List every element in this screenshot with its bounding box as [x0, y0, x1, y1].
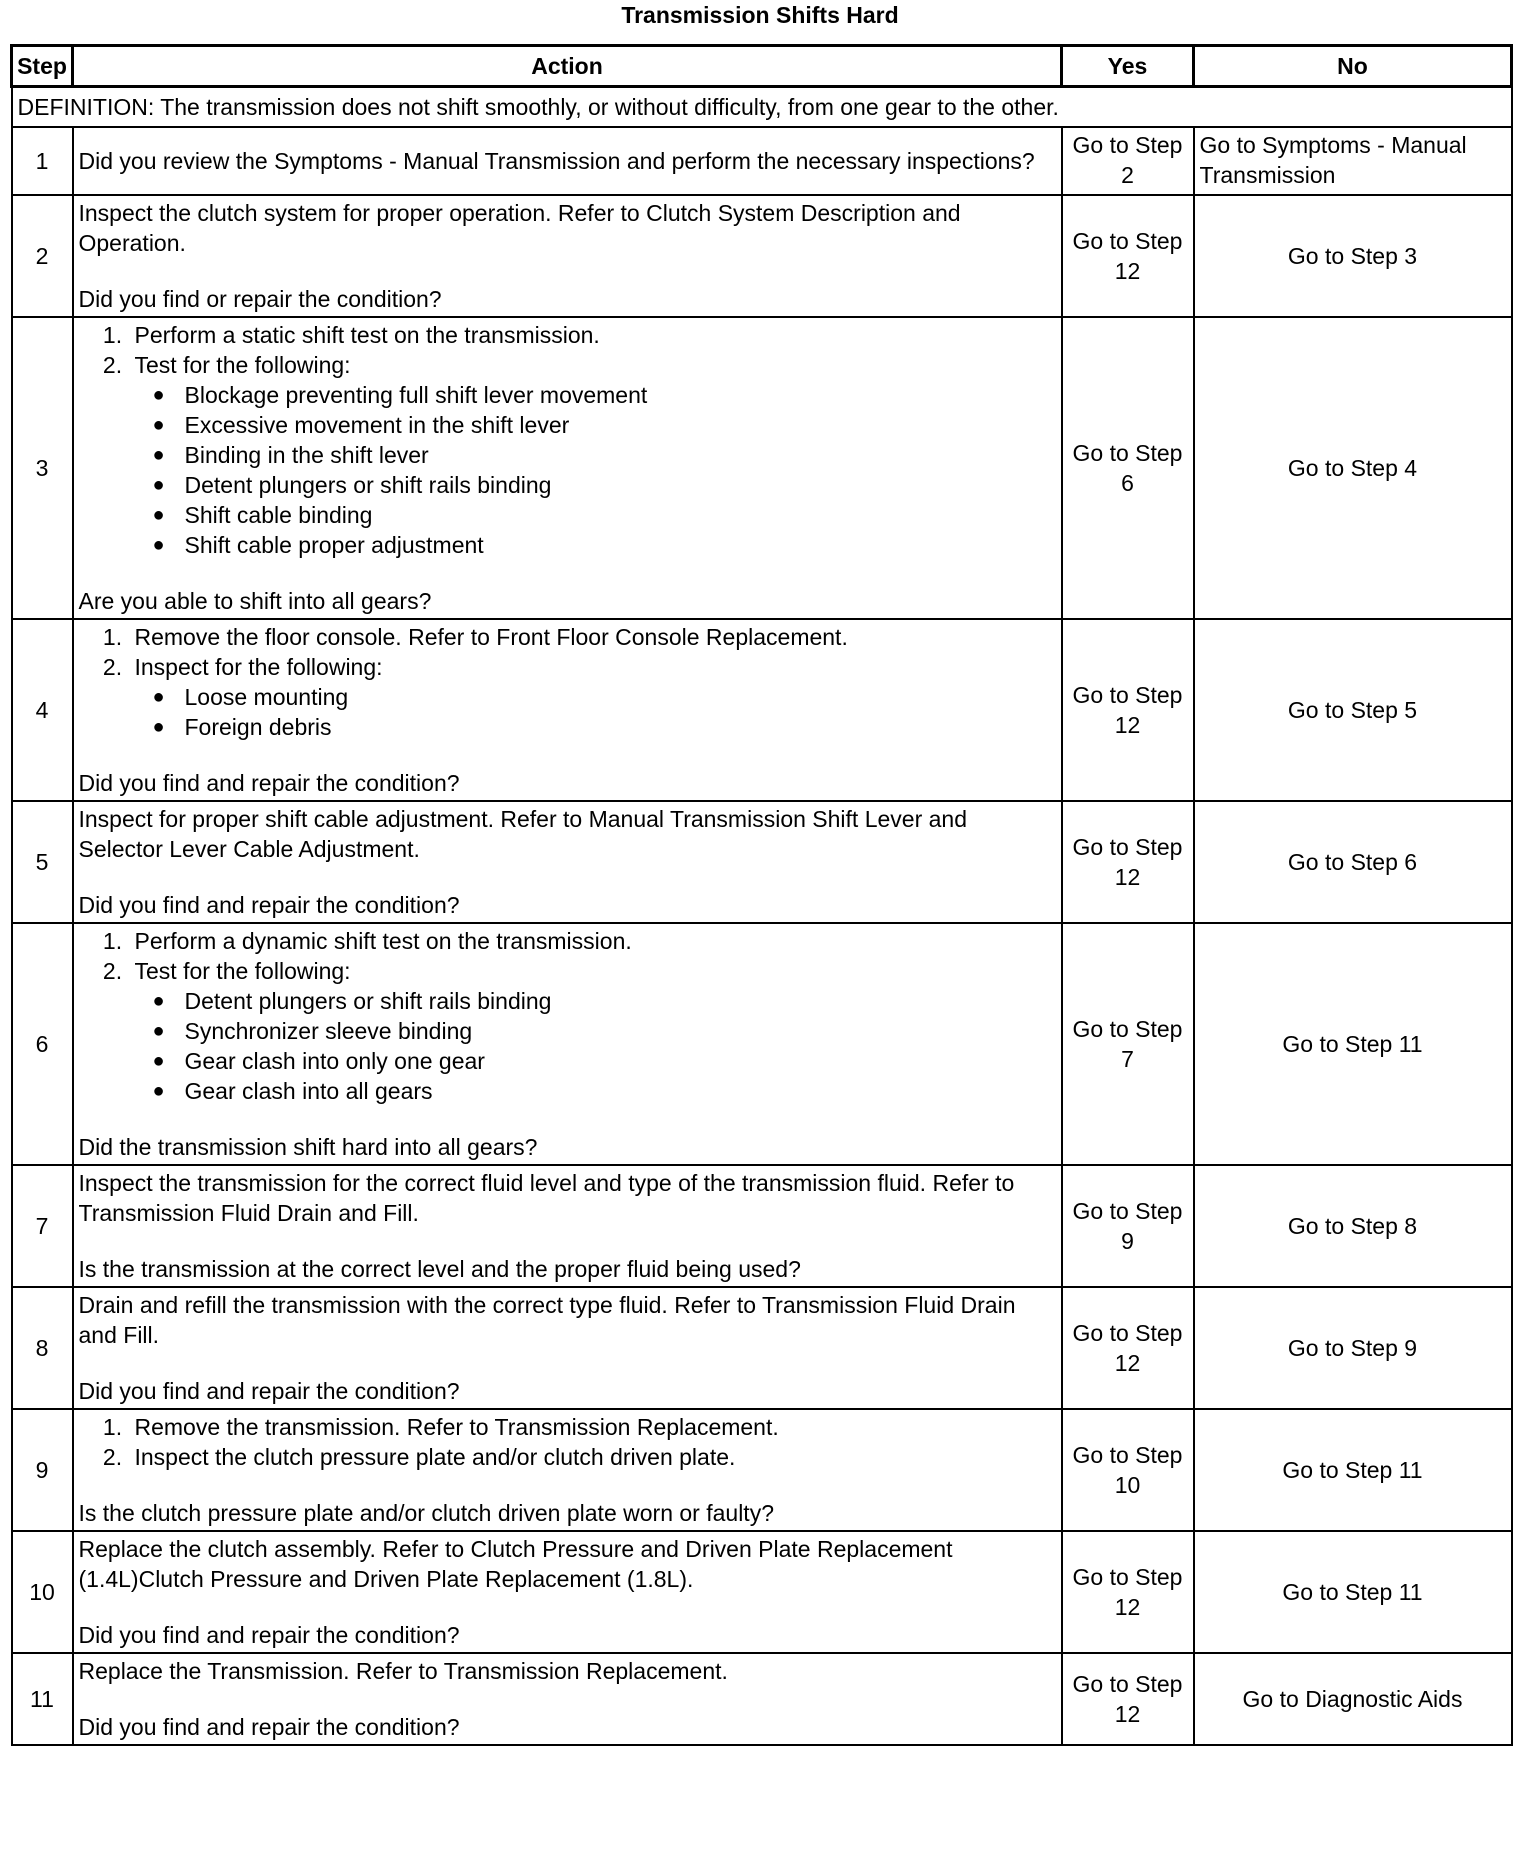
action-cell — [73, 619, 1062, 801]
check-list-item: ● Shift cable binding — [185, 500, 1056, 530]
action-cell — [73, 317, 1062, 619]
no-result: Go to Step 8 — [1194, 1165, 1512, 1287]
action-step-item — [129, 652, 1056, 742]
action-step-text: Remove the floor console. Refer to Front Floor Console Replacement. — [134, 624, 848, 650]
page-title: Transmission Shifts Hard — [621, 2, 899, 28]
yes-result: Go to Step 2 — [1062, 127, 1194, 195]
table-row — [12, 1165, 1512, 1287]
step-number: 10 — [12, 1531, 73, 1653]
step-number: 2 — [12, 195, 73, 317]
yes-result: Go to Step 12 — [1062, 801, 1194, 923]
action-text: Replace the Transmission. Refer to Transmission Replacement. — [78, 1658, 728, 1684]
check-list-item: ● Loose mounting — [185, 682, 1056, 712]
action-step-item — [129, 1442, 1056, 1472]
yes-result: Go to Step 9 — [1062, 1165, 1194, 1287]
step-number: 6 — [12, 923, 73, 1165]
step-number: 7 — [12, 1165, 73, 1287]
check-list-item: ● Detent plungers or shift rails binding — [185, 986, 1056, 1016]
action-cell — [73, 1165, 1062, 1287]
yes-result: Go to Step 12 — [1062, 1653, 1194, 1745]
check-list-item: ● Foreign debris — [185, 712, 1056, 742]
action-steps — [79, 320, 1056, 560]
action-step-text: Perform a static shift test on the transmission. — [134, 322, 600, 348]
table-row — [12, 1531, 1512, 1653]
header-action: Action — [73, 46, 1062, 87]
step-number: 5 — [12, 801, 73, 923]
table-row — [12, 1409, 1512, 1531]
yes-result: Go to Step 12 — [1062, 195, 1194, 317]
check-list-item: ● Detent plungers or shift rails binding — [185, 470, 1056, 500]
action-text: Inspect for proper shift cable adjustment. Refer to Manual Transmission Shift Lever and Selector Lever Cable Adjustment. — [78, 806, 967, 862]
action-question: Are you able to shift into all gears? — [78, 588, 432, 614]
check-list-item: ● Shift cable proper adjustment — [185, 530, 1056, 560]
action-cell — [73, 127, 1062, 195]
action-cell — [73, 801, 1062, 923]
action-cell — [73, 1287, 1062, 1409]
action-step-text: Test for the following: — [134, 958, 351, 984]
check-list-item: ● Gear clash into all gears — [185, 1076, 1056, 1106]
table-row — [12, 127, 1512, 195]
action-cell — [73, 1409, 1062, 1531]
step-number: 11 — [12, 1653, 73, 1745]
action-step-text: Inspect for the following: — [134, 654, 383, 680]
action-step-item — [129, 1412, 1056, 1442]
action-question: Did you find and repair the condition? — [78, 1714, 460, 1740]
header-no: No — [1194, 46, 1512, 87]
action-text: Inspect the clutch system for proper operation. Refer to Clutch System Description and Operation. — [78, 200, 961, 256]
step-number: 1 — [12, 127, 73, 195]
check-list — [135, 682, 1056, 742]
table-row — [12, 317, 1512, 619]
action-steps — [79, 622, 1056, 742]
table-row — [12, 801, 1512, 923]
action-step-text: Remove the transmission. Refer to Transmission Replacement. — [134, 1414, 779, 1440]
yes-result: Go to Step 12 — [1062, 1531, 1194, 1653]
definition-text: DEFINITION: The transmission does not shift smoothly, or without difficulty, from one gear to the other. — [12, 87, 1512, 128]
yes-result: Go to Step 6 — [1062, 317, 1194, 619]
step-number: 4 — [12, 619, 73, 801]
header-row — [12, 46, 1512, 87]
action-text: Replace the clutch assembly. Refer to Clutch Pressure and Driven Plate Replacement (1.4L)Clutch Pressure and Driven Plate Replacement (1.8L). — [78, 1536, 953, 1592]
no-result: Go to Diagnostic Aids — [1194, 1653, 1512, 1745]
check-list-item: ● Synchronizer sleeve binding — [185, 1016, 1056, 1046]
check-list-item: ● Gear clash into only one gear — [185, 1046, 1056, 1076]
yes-result: Go to Step 12 — [1062, 1287, 1194, 1409]
action-text: Drain and refill the transmission with the correct type fluid. Refer to Transmission Fluid Drain and Fill. — [78, 1292, 1016, 1348]
action-steps — [79, 926, 1056, 1106]
action-question: Is the clutch pressure plate and/or clutch driven plate worn or faulty? — [78, 1500, 774, 1526]
action-step-text: Perform a dynamic shift test on the transmission. — [134, 928, 632, 954]
yes-result: Go to Step 12 — [1062, 619, 1194, 801]
action-cell — [73, 195, 1062, 317]
action-step-item — [129, 956, 1056, 1106]
step-number: 8 — [12, 1287, 73, 1409]
action-cell — [73, 923, 1062, 1165]
table-row — [12, 1653, 1512, 1745]
action-text: Inspect the transmission for the correct fluid level and type of the transmission fluid. Refer to Transmission Fluid Drain and Fill. — [78, 1170, 1015, 1226]
no-result: Go to Step 9 — [1194, 1287, 1512, 1409]
action-question: Is the transmission at the correct level and the proper fluid being used? — [78, 1256, 801, 1282]
action-step-item — [129, 320, 1056, 350]
no-result: Go to Step 4 — [1194, 317, 1512, 619]
action-question: Did you find and repair the condition? — [78, 770, 460, 796]
action-question: Did you find and repair the condition? — [78, 1622, 460, 1648]
table-row — [12, 1287, 1512, 1409]
check-list — [135, 380, 1056, 560]
action-cell — [73, 1653, 1062, 1745]
table-row — [12, 195, 1512, 317]
no-result: Go to Step 3 — [1194, 195, 1512, 317]
action-question: Did the transmission shift hard into all gears? — [78, 1134, 538, 1160]
action-step-text: Inspect the clutch pressure plate and/or clutch driven plate. — [134, 1444, 736, 1470]
action-question: Did you find and repair the condition? — [78, 892, 460, 918]
check-list-item: ● Blockage preventing full shift lever movement — [185, 380, 1056, 410]
no-result: Go to Symptoms - Manual Transmission — [1194, 127, 1512, 195]
table-row — [12, 923, 1512, 1165]
step-number: 3 — [12, 317, 73, 619]
action-question: Did you find or repair the condition? — [78, 286, 442, 312]
action-step-item — [129, 350, 1056, 560]
action-step-item — [129, 926, 1056, 956]
action-question: Did you find and repair the condition? — [78, 1378, 460, 1404]
table-row — [12, 619, 1512, 801]
action-steps — [79, 1412, 1056, 1472]
action-text: Did you review the Symptoms - Manual Transmission and perform the necessary inspections? — [78, 148, 1035, 174]
no-result: Go to Step 11 — [1194, 923, 1512, 1165]
diagnostic-table — [10, 44, 1513, 1746]
no-result: Go to Step 11 — [1194, 1409, 1512, 1531]
yes-result: Go to Step 7 — [1062, 923, 1194, 1165]
action-step-text: Test for the following: — [134, 352, 351, 378]
action-step-item — [129, 622, 1056, 652]
check-list-item: ● Binding in the shift lever — [185, 440, 1056, 470]
action-cell — [73, 1531, 1062, 1653]
header-step: Step — [12, 46, 73, 87]
definition-row — [12, 87, 1512, 128]
header-yes: Yes — [1062, 46, 1194, 87]
check-list-item: ● Excessive movement in the shift lever — [185, 410, 1056, 440]
no-result: Go to Step 5 — [1194, 619, 1512, 801]
no-result: Go to Step 6 — [1194, 801, 1512, 923]
no-result: Go to Step 11 — [1194, 1531, 1512, 1653]
check-list — [135, 986, 1056, 1106]
yes-result: Go to Step 10 — [1062, 1409, 1194, 1531]
step-number: 9 — [12, 1409, 73, 1531]
